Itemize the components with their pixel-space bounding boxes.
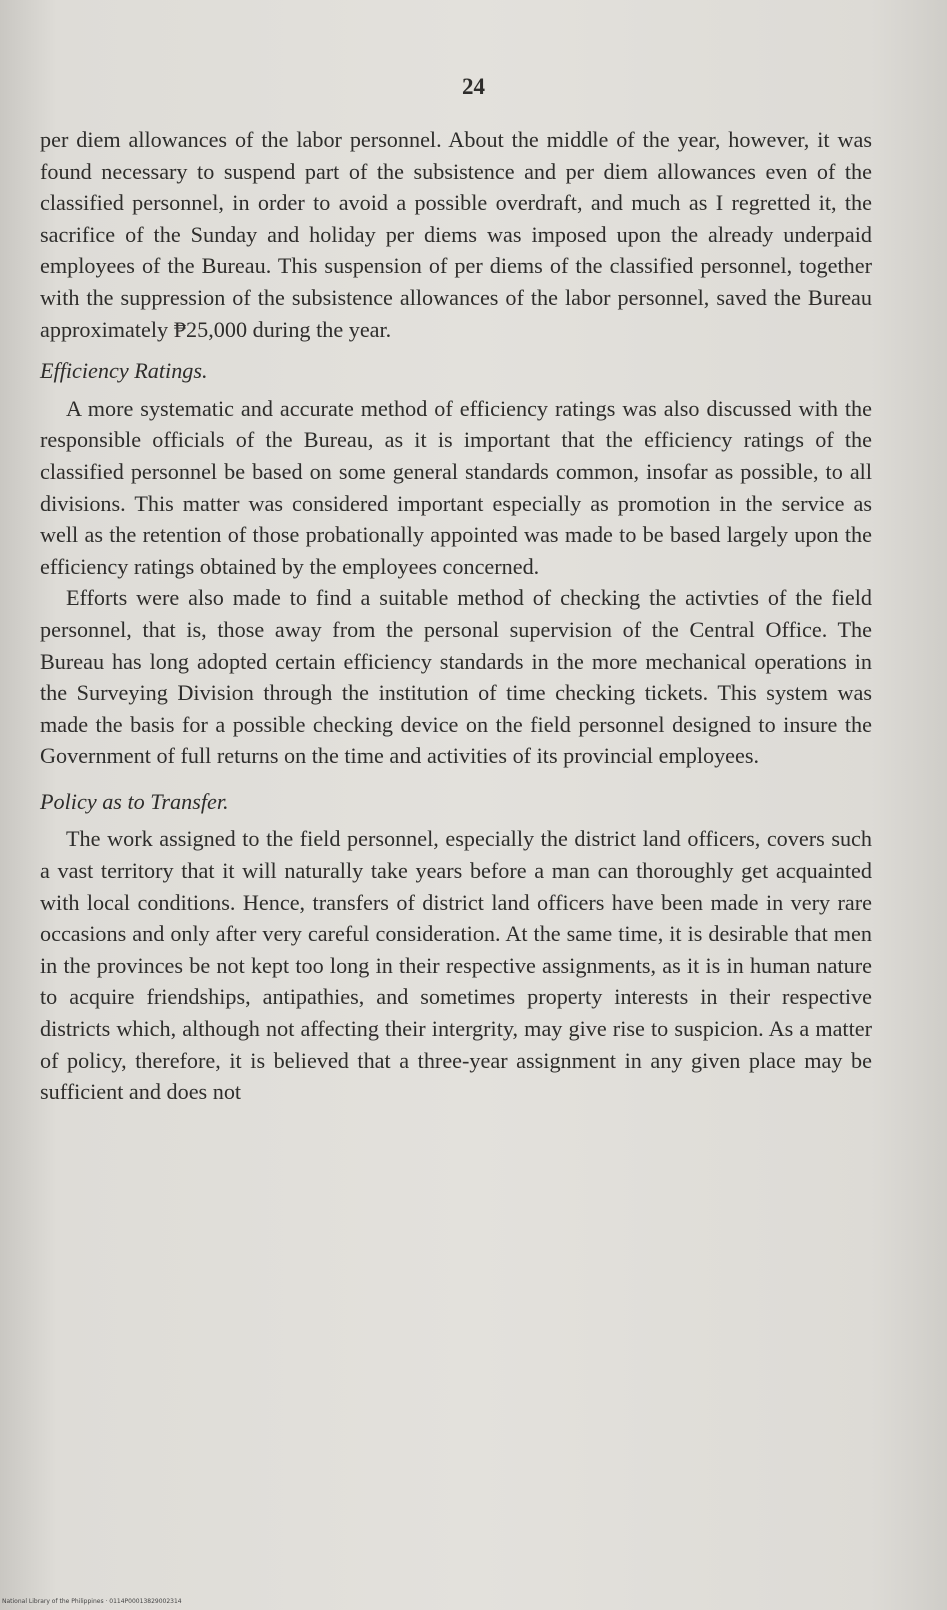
paragraph-field-checking: Efforts were also made to find a suitable method of checking the activties of the field personnel, that is, those away from the personal supervision of the Central Office. The Bureau has long adopted certain efficiency standards in the more mechanical operations in the Surveying Division through the institution of time checking tickets. This system was made the basis for a possible checking device on the field personnel designed to insure the Government of full returns on the time and activities of its provincial employees. (40, 585, 872, 769)
heading-policy-transfer: Policy as to Transfer. (40, 788, 229, 814)
body-text (40, 124, 872, 1108)
paragraph-transfer-policy: The work assigned to the field personnel, especially the district land officers, covers such a vast territory that it will naturally take years before a man can thoroughly get acquainted with local conditions. Hence, transfers of district land officers have been made in very rare occasions and only after very careful consideration. At the same time, it is desirable that men in the provinces be not kept too long in their respective assignments, as it is in human nature to acquire friendships, antipathies, and sometimes property interests in their respective districts which, although not affecting their intergrity, may give rise to suspicion. As a matter of policy, therefore, it is believed that a three-year assignment in any given place may be sufficient and does not (40, 826, 872, 1105)
page-number: 24 (462, 74, 485, 99)
paragraph-efficiency-method: A more systematic and accurate method of efficiency ratings was also discussed with the responsible officials of the Bureau, as it is important that the efficiency ratings of the classified personnel be based on some general standards common, insofar as possible, to all divisions. This matter was considered important especially as promotion in the service as well as the retention of those probationally appointed was made to be based largely upon the efficiency ratings obtained by the employees concerned. (40, 395, 872, 579)
scan-footer-note: National Library of the Philippines · 0114P00013829002314 (2, 1598, 182, 1605)
heading-efficiency-ratings: Efficiency Ratings. (40, 358, 208, 384)
paragraph-allowances: per diem allowances of the labor personnel. About the middle of the year, however, it was found necessary to suspend part of the subsistence and per diem allowances even of the classified personnel, in order to avoid a possible overdraft, and much as I regretted it, the sacrifice of the Sunday and holiday per diems was imposed upon the already underpaid employees of the Bureau. This suspension of per diems of the classified personnel, together with the suppression of the subsistence allowances of the labor personnel, saved the Bureau approximately ₱25,000 during the year. (40, 127, 872, 342)
